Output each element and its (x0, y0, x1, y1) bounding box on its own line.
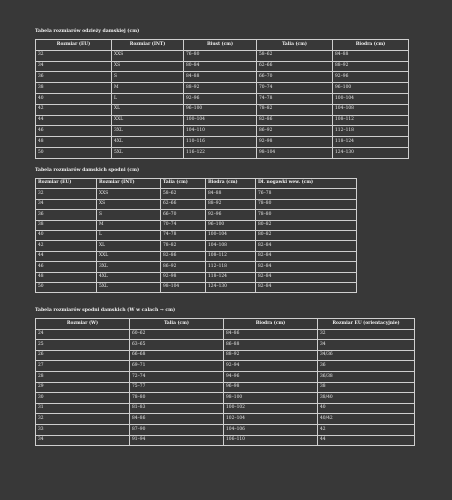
table-cell: 32 (36, 414, 130, 425)
table-cell: 87–90 (130, 424, 224, 435)
table-cell: 116–122 (184, 147, 257, 158)
table-cell: S (112, 72, 184, 83)
table-cell: 25 (36, 340, 130, 351)
table-cell: 3XL (97, 262, 161, 272)
table-cell: M (112, 83, 184, 94)
column-header: Biodra (cm) (224, 319, 318, 330)
table-cell: 78–82 (161, 241, 206, 251)
table-cell: 110–116 (184, 137, 257, 148)
table-cell: 78–82 (257, 104, 333, 115)
table-row (36, 403, 415, 414)
table-cell: 92–96 (184, 93, 257, 104)
table-cell: 58–62 (161, 189, 206, 199)
table-row (36, 361, 415, 372)
table-row (36, 272, 357, 282)
table-cell: 38 (318, 382, 415, 393)
table-cell: 82–84 (256, 262, 357, 272)
table-row (36, 230, 357, 240)
column-header: Rozmiar (INT) (112, 40, 184, 51)
table-cell: 82–84 (256, 251, 357, 261)
table-cell: 88–92 (224, 350, 318, 361)
table-cell: 62–66 (161, 199, 206, 209)
table-cell: 66–68 (130, 350, 224, 361)
table-cell: 100–104 (184, 115, 257, 126)
table-cell: 32 (36, 50, 112, 61)
table-cell: 33 (36, 424, 130, 435)
table-row (36, 241, 357, 251)
table-cell: 108–112 (333, 115, 409, 126)
table-cell: 100–102 (224, 403, 318, 414)
table-cell: 84–88 (333, 50, 409, 61)
table-cell: 32 (318, 329, 415, 340)
table-row (36, 199, 357, 209)
table-cell: 92–98 (257, 137, 333, 148)
table-row (36, 147, 409, 158)
column-header: Biodra (cm) (206, 179, 256, 189)
table-cell: 96–98 (224, 382, 318, 393)
table-cell: 80–82 (256, 220, 357, 230)
table-row (36, 93, 409, 104)
table-row (36, 329, 415, 340)
table-cell: 48 (36, 272, 97, 282)
table-cell: 74–78 (161, 230, 206, 240)
table-cell: 98–100 (224, 393, 318, 404)
table-row (36, 382, 415, 393)
table-cell: 30 (36, 393, 130, 404)
table-cell: XXS (97, 189, 161, 199)
table-cell: 66–70 (161, 210, 206, 220)
table-cell: 70–74 (257, 83, 333, 94)
table-row (36, 83, 409, 94)
table-cell: XL (112, 104, 184, 115)
table-cell: 26 (36, 350, 130, 361)
table-cell: 72–74 (130, 371, 224, 382)
table-cell: 104–108 (206, 241, 256, 251)
clothing-size-table (35, 39, 409, 159)
table-cell: 82–84 (256, 241, 357, 251)
table-cell: 50 (36, 282, 97, 292)
table-cell: 38/40 (318, 393, 415, 404)
table-cell: 92–94 (224, 361, 318, 372)
table-cell: M (97, 220, 161, 230)
table-row (36, 104, 409, 115)
table-cell: 82–84 (256, 272, 357, 282)
header-row (36, 319, 415, 330)
table-cell: XXL (112, 115, 184, 126)
table-cell: 84–86 (130, 414, 224, 425)
table-cell: 5XL (97, 282, 161, 292)
table-title-clothing: Tabela rozmiarów odzieży damskiej (cm) (35, 29, 140, 34)
table-cell: 3XL (112, 126, 184, 137)
table-row (36, 220, 357, 230)
table-cell: 40 (36, 93, 112, 104)
table-cell: 69–71 (130, 361, 224, 372)
table-cell: 98–104 (161, 282, 206, 292)
table-cell: S (97, 210, 161, 220)
table-cell: 92–98 (161, 272, 206, 282)
header-row (36, 179, 357, 189)
table-cell: 34 (36, 61, 112, 72)
table-cell: 63–65 (130, 340, 224, 351)
table-cell: 44 (318, 435, 415, 446)
table-cell: 80–82 (256, 230, 357, 240)
table-row (36, 393, 415, 404)
column-header: Talia (cm) (257, 40, 333, 51)
table-title-inch-trousers: Tabela rozmiarów spodni damskich (W w calach → cm) (35, 308, 176, 313)
column-header: Biust (cm) (184, 40, 257, 51)
table-cell: 118–124 (206, 272, 256, 282)
trousers-size-table (35, 178, 357, 293)
table-cell: 36/38 (318, 371, 415, 382)
table-cell: XS (112, 61, 184, 72)
table-cell: 104–110 (184, 126, 257, 137)
table-cell: 88–92 (206, 199, 256, 209)
table-cell: 40 (36, 230, 97, 240)
table-cell: 81–83 (130, 403, 224, 414)
table-cell: 38 (36, 83, 112, 94)
table-cell: 118–124 (333, 137, 409, 148)
table-cell: 36 (36, 210, 97, 220)
table-cell: 108–112 (206, 251, 256, 261)
table-cell: 84–88 (206, 189, 256, 199)
table-cell: XXL (97, 251, 161, 261)
column-header: Talia (cm) (130, 319, 224, 330)
table-cell: 124–130 (206, 282, 256, 292)
table-cell: 29 (36, 382, 130, 393)
table-cell: 86–92 (257, 126, 333, 137)
column-header: Rozmiar EU (orientacyjnie) (318, 319, 415, 330)
table-cell: 36 (318, 361, 415, 372)
table-cell: 84–86 (224, 329, 318, 340)
table-cell: 34 (36, 435, 130, 446)
table-cell: 4XL (97, 272, 161, 282)
table-row (36, 435, 415, 446)
table-cell: 5XL (112, 147, 184, 158)
column-header: Rozmiar (W) (36, 319, 130, 330)
table-cell: 100–104 (206, 230, 256, 240)
table-row (36, 350, 415, 361)
column-header: Rozmiar (INT) (97, 179, 161, 189)
table-row (36, 340, 415, 351)
table-cell: 36 (36, 72, 112, 83)
table-cell: 100–104 (333, 93, 409, 104)
column-header: Dł. nogawki wew. (cm) (256, 179, 357, 189)
table-cell: 40 (318, 403, 415, 414)
table-cell: 66–70 (257, 72, 333, 83)
table-cell: 70–74 (161, 220, 206, 230)
table-cell: 60–62 (130, 329, 224, 340)
table-row (36, 126, 409, 137)
table-cell: 92–96 (206, 210, 256, 220)
table-cell: 104–108 (333, 104, 409, 115)
table-cell: 86–92 (161, 262, 206, 272)
table-cell: 76–78 (256, 189, 357, 199)
table-row (36, 262, 357, 272)
table-cell: 80–84 (184, 61, 257, 72)
table-cell: 94–96 (224, 371, 318, 382)
table-row (36, 50, 409, 61)
table-row (36, 137, 409, 148)
table-row (36, 189, 357, 199)
table-cell: 48 (36, 137, 112, 148)
table-cell: 96–100 (333, 83, 409, 94)
table-cell: 24 (36, 329, 130, 340)
table-cell: 34 (36, 199, 97, 209)
table-cell: 75–77 (130, 382, 224, 393)
table-cell: 112–118 (333, 126, 409, 137)
table-cell: 76–80 (184, 50, 257, 61)
table-cell: 96–100 (206, 220, 256, 230)
table-cell: L (97, 230, 161, 240)
table-cell: L (112, 93, 184, 104)
column-header: Talia (cm) (161, 179, 206, 189)
table-cell: 96–100 (184, 104, 257, 115)
table-cell: XL (97, 241, 161, 251)
inch-trousers-size-table (35, 318, 415, 446)
header-row (36, 40, 409, 51)
table-cell: 84–88 (184, 72, 257, 83)
table-cell: 86–88 (224, 340, 318, 351)
table-cell: 40/42 (318, 414, 415, 425)
table-cell: XXS (112, 50, 184, 61)
table-cell: 32 (36, 189, 97, 199)
column-header: Rozmiar (EU) (36, 179, 97, 189)
table-cell: 88–92 (333, 61, 409, 72)
table-cell: 28 (36, 371, 130, 382)
table-cell: 78–80 (256, 199, 357, 209)
table-cell: 42 (318, 424, 415, 435)
table-cell: 78–80 (130, 393, 224, 404)
table-cell: 4XL (112, 137, 184, 148)
table-cell: 91–94 (130, 435, 224, 446)
table-cell: 46 (36, 262, 97, 272)
table-title-trousers: Tabela rozmiarów damskich spodni (cm) (35, 168, 140, 173)
table-cell: 42 (36, 241, 97, 251)
column-header: Rozmiar (EU) (36, 40, 112, 51)
table-cell: 50 (36, 147, 112, 158)
table-cell: 27 (36, 361, 130, 372)
table-row (36, 371, 415, 382)
table-cell: 58–62 (257, 50, 333, 61)
table-cell: 31 (36, 403, 130, 414)
table-row (36, 414, 415, 425)
table-cell: 34/36 (318, 350, 415, 361)
table-row (36, 424, 415, 435)
table-cell: 124–130 (333, 147, 409, 158)
table-cell: 82–86 (257, 115, 333, 126)
table-cell: 92–96 (333, 72, 409, 83)
table-row (36, 210, 357, 220)
table-cell: 88–92 (184, 83, 257, 94)
column-header: Biodra (cm) (333, 40, 409, 51)
table-row (36, 115, 409, 126)
table-cell: 44 (36, 115, 112, 126)
table-row (36, 251, 357, 261)
table-cell: 102–104 (224, 414, 318, 425)
table-cell: 74–78 (257, 93, 333, 104)
table-cell: 62–66 (257, 61, 333, 72)
table-row (36, 282, 357, 292)
table-cell: 42 (36, 104, 112, 115)
table-cell: 44 (36, 251, 97, 261)
table-cell: 46 (36, 126, 112, 137)
table-cell: 34 (318, 340, 415, 351)
table-cell: 106–110 (224, 435, 318, 446)
table-cell: XS (97, 199, 161, 209)
table-cell: 38 (36, 220, 97, 230)
table-cell: 78–80 (256, 210, 357, 220)
table-cell: 82–86 (161, 251, 206, 261)
table-row (36, 72, 409, 83)
table-cell: 98–104 (257, 147, 333, 158)
table-cell: 104–106 (224, 424, 318, 435)
table-cell: 112–118 (206, 262, 256, 272)
table-row (36, 61, 409, 72)
table-cell: 82–84 (256, 282, 357, 292)
